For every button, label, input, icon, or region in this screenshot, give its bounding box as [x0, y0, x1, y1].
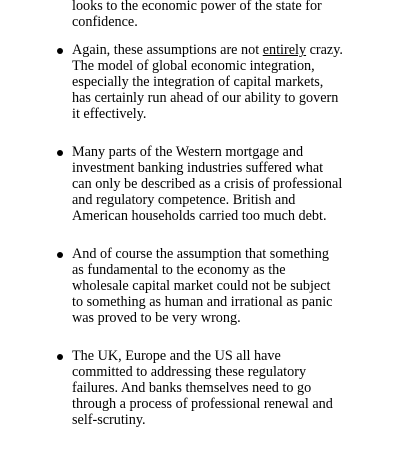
- bullet-point-icon: [57, 354, 63, 360]
- continuation-paragraph: looks to the economic power of the state for confidence.: [72, 0, 322, 30]
- bullet-item-regulatory-failures: [0, 348, 344, 428]
- bullet-text: The UK, Europe and the US all have committed to addressing these regulatory failures. And banks themselves need to go through a process of professional renewal and self-scrutiny.: [72, 348, 333, 428]
- bullet-text-suffix: crazy. The model of global economic integration, especially the integration of capital markets, has certainly run ahead of our ability to govern it effectively.: [72, 42, 343, 122]
- bullet-point-icon: [57, 252, 63, 258]
- bullet-text-prefix: Again, these assumptions are not: [72, 42, 263, 58]
- bullet-text: And of course the assumption that something as fundamental to the economy as the wholesale capital market could not be subject to something as human and irrational as panic was proved to be very wrong.: [72, 246, 333, 326]
- bullet-point-icon: [57, 150, 63, 156]
- bullet-item-banking-crisis: [0, 144, 344, 224]
- underlined-word: entirely: [262, 42, 307, 58]
- bullet-item-assumptions: [0, 42, 344, 122]
- bullet-text: Many parts of the Western mortgage and investment banking industries suffered what can only be described as a crisis of professional and regulatory competence. British and American households carried too much debt.: [72, 144, 343, 224]
- bullet-point-icon: [57, 48, 63, 54]
- bullet-list: [0, 42, 400, 450]
- bullet-item-panic: [0, 246, 344, 326]
